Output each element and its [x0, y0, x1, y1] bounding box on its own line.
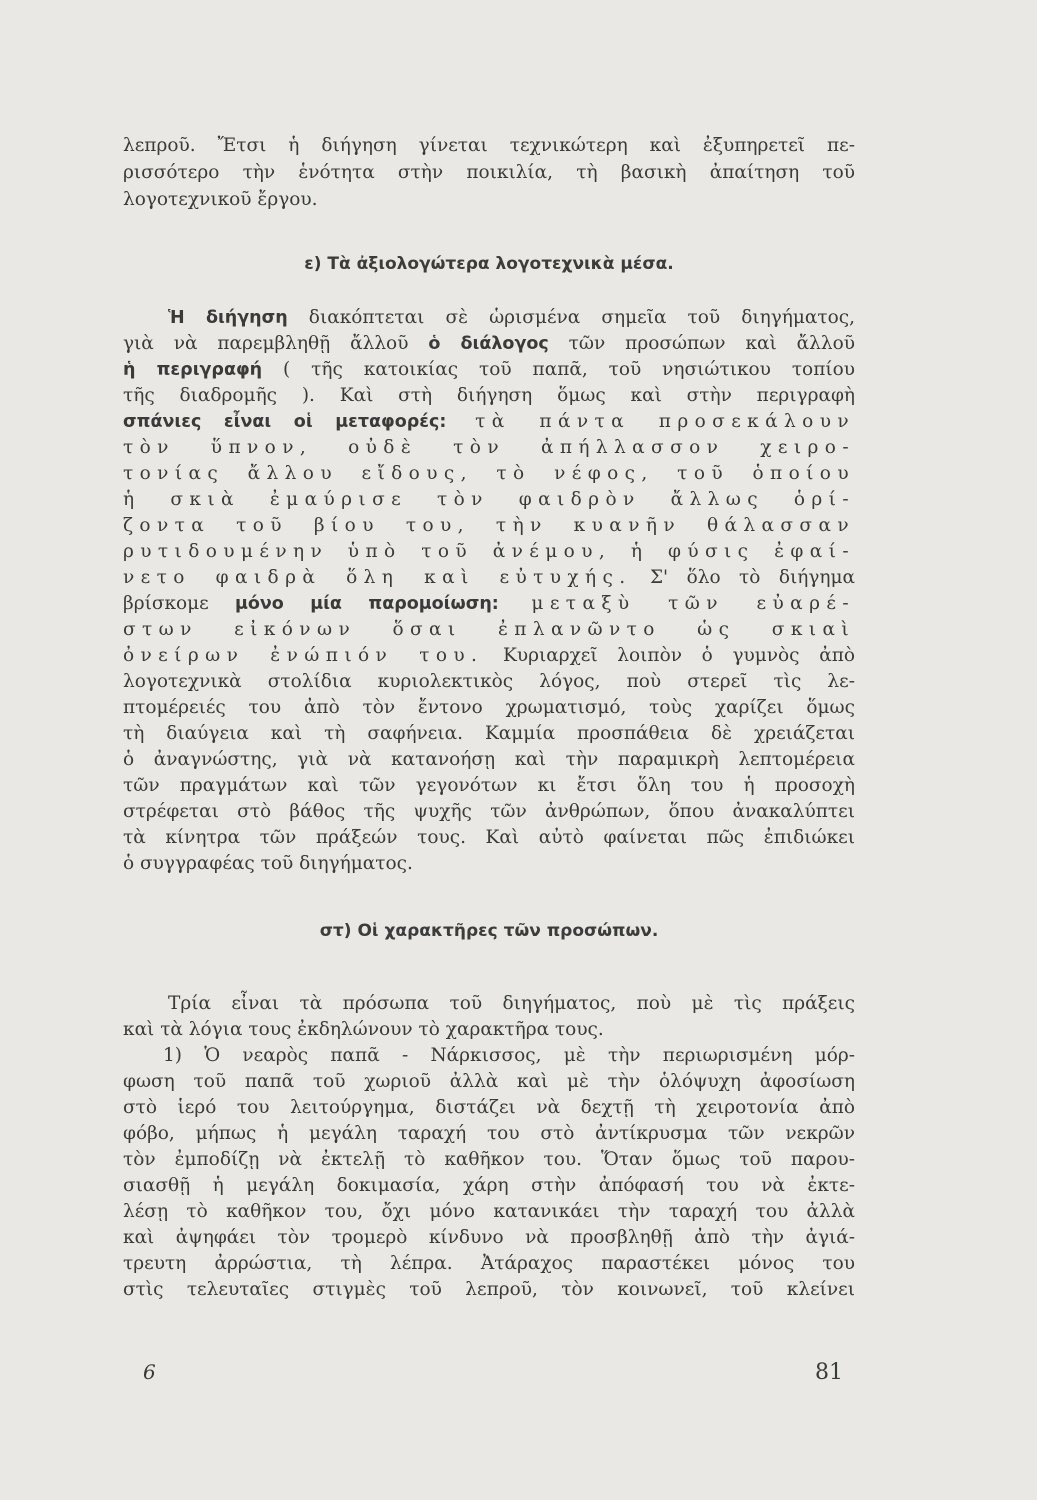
text-line: λογοτεχνικὰ στολίδια κυριολεκτικὸς λόγος, ποὺ στερεῖ τὶς λε-	[123, 671, 855, 692]
text-line: στὸ ἱερό του λειτούργημα, διστάζει νὰ δεχτῇ τὴ χειροτονία ἀπὸ	[123, 1097, 855, 1118]
text-line: τρευτη ἀρρώστια, τὴ λέπρα. Ἀτάραχος παραστέκει μόνος του	[123, 1253, 855, 1274]
text-line: 1) Ὁ νεαρὸς παπᾶ - Νάρκισσος, μὲ τὴν περιωρισμένη μόρ-	[163, 1045, 855, 1066]
text-line: τονίας ἄλλου εἴδους, τὸ νέφος, τοῦ ὁποίου	[123, 463, 855, 484]
text-line: φωση τοῦ παπᾶ τοῦ χωριοῦ ἀλλὰ καὶ μὲ τὴν ὁλόψυχη ἀφοσίωση	[123, 1071, 855, 1092]
text-line: στὶς τελευταῖες στιγμὲς τοῦ λεπροῦ, τὸν κοινωνεῖ, τοῦ κλείνει	[123, 1279, 855, 1300]
text-line: Ἡ διήγηση διακόπτεται σὲ ὡρισμένα σημεῖα τοῦ διηγήματος,	[168, 307, 855, 328]
text-line: ἡ σκιὰ ἐμαύρισε τὸν φαιδρὸν ἄλλως ὁρί-	[123, 489, 855, 510]
text-line: ὁ συγγραφέας τοῦ διηγήματος.	[123, 853, 413, 874]
text-line: λεπροῦ. Ἔτσι ἡ διήγηση γίνεται τεχνικώτερη καὶ ἐξυπηρετεῖ πε-	[123, 135, 855, 156]
text-line: λογοτεχνικοῦ ἔργου.	[123, 189, 318, 210]
text-line: νετο φαιδρὰ ὅλη καὶ εὐτυχής. Σ' ὅλο τὸ διήγημα	[123, 567, 855, 588]
text-line: σπάνιες εἶναι οἱ μεταφορές: τὰ πάντα προσεκάλουν	[123, 411, 855, 432]
section-heading-e: ε) Τὰ ἀξιολογώτερα λογοτεχνικὰ μέσα.	[304, 254, 674, 274]
signature-mark: 6	[143, 1360, 156, 1384]
text-line: καὶ τὰ λόγια τους ἐκδηλώνουν τὸ χαρακτῆρα τους.	[123, 1019, 604, 1040]
text-line: καὶ ἀψηφάει τὸν τρομερὸ κίνδυνο νὰ προσβληθῇ ἀπὸ τὴν ἀγιά-	[123, 1227, 855, 1248]
text-line: ἡ περιγραφή ( τῆς κατοικίας τοῦ παπᾶ, τοῦ νησιώτικου τοπίου	[123, 359, 855, 380]
text-line: ζοντα τοῦ βίου του, τὴν κυανῆν θάλασσαν	[123, 515, 855, 536]
text-line: ὀνείρων ἐνώπιόν του. Κυριαρχεῖ λοιπὸν ὁ γυμνὸς ἀπὸ	[123, 645, 855, 666]
text-line: λέσῃ τὸ καθῆκον του, ὄχι μόνο κατανικάει τὴν ταραχή του ἀλλὰ	[123, 1201, 855, 1222]
text-line: ρισσότερο τὴν ἑνότητα στὴν ποικιλία, τὴ βασικὴ ἀπαίτηση τοῦ	[123, 162, 855, 183]
text-line: τὰ κίνητρα τῶν πράξεών τους. Καὶ αὐτὸ φαίνεται πῶς ἐπιδιώκει	[123, 827, 855, 848]
text-line: βρίσκομε μόνο μία παρομοίωση: μεταξὺ τῶν εὐαρέ-	[123, 593, 855, 614]
text-line: ρυτιδουμένην ὑπὸ τοῦ ἀνέμου, ἡ φύσις ἐφαί-	[123, 541, 855, 562]
text-line: Τρία εἶναι τὰ πρόσωπα τοῦ διηγήματος, ποὺ μὲ τὶς πράξεις	[168, 993, 855, 1014]
text-line: φόβο, μήπως ἡ μεγάλη ταραχή του στὸ ἀντίκρυσμα τῶν νεκρῶν	[123, 1123, 855, 1144]
text-line: γιὰ νὰ παρεμβληθῇ ἄλλοῦ ὁ διάλογος τῶν προσώπων καὶ ἄλλοῦ	[123, 333, 855, 354]
text-line: ὁ ἀναγνώστης, γιὰ νὰ κατανοήσῃ καὶ τὴν παραμικρὴ λεπτομέρεια	[123, 749, 855, 770]
text-line: τὸν ἐμποδίζῃ νὰ ἐκτελῇ τὸ καθῆκον του. Ὅταν ὅμως τοῦ παρου-	[123, 1149, 855, 1170]
text-line: τῆς διαδρομῆς ). Καὶ στὴ διήγηση ὅμως καὶ στὴν περιγραφὴ	[123, 385, 855, 406]
text-line: στων εἰκόνων ὅσαι ἐπλανῶντο ὡς σκιαὶ	[123, 619, 855, 640]
page-number: 81	[815, 1360, 843, 1385]
text-line: πτομέρειές του ἀπὸ τὸν ἔντονο χρωματισμό, τοὺς χαρίζει ὅμως	[123, 697, 855, 718]
text-line: τὴ διαύγεια καὶ τὴ σαφήνεια. Καμμία προσπάθεια δὲ χρειάζεται	[123, 723, 855, 744]
text-line: σιασθῇ ἡ μεγάλη δοκιμασία, χάρη στὴν ἀπόφασή του νὰ ἐκτε-	[123, 1175, 855, 1196]
section-heading-st: στ) Οἱ χαρακτῆρες τῶν προσώπων.	[319, 921, 659, 941]
text-line: στρέφεται στὸ βάθος τῆς ψυχῆς τῶν ἀνθρώπων, ὅπου ἀνακαλύπτει	[123, 801, 855, 822]
text-line: τῶν πραγμάτων καὶ τῶν γεγονότων κι ἔτσι ὅλη του ἡ προσοχὴ	[123, 775, 855, 796]
text-line: τὸν ὕπνον, οὐδὲ τὸν ἀπήλλασσον χειρο-	[123, 437, 855, 458]
